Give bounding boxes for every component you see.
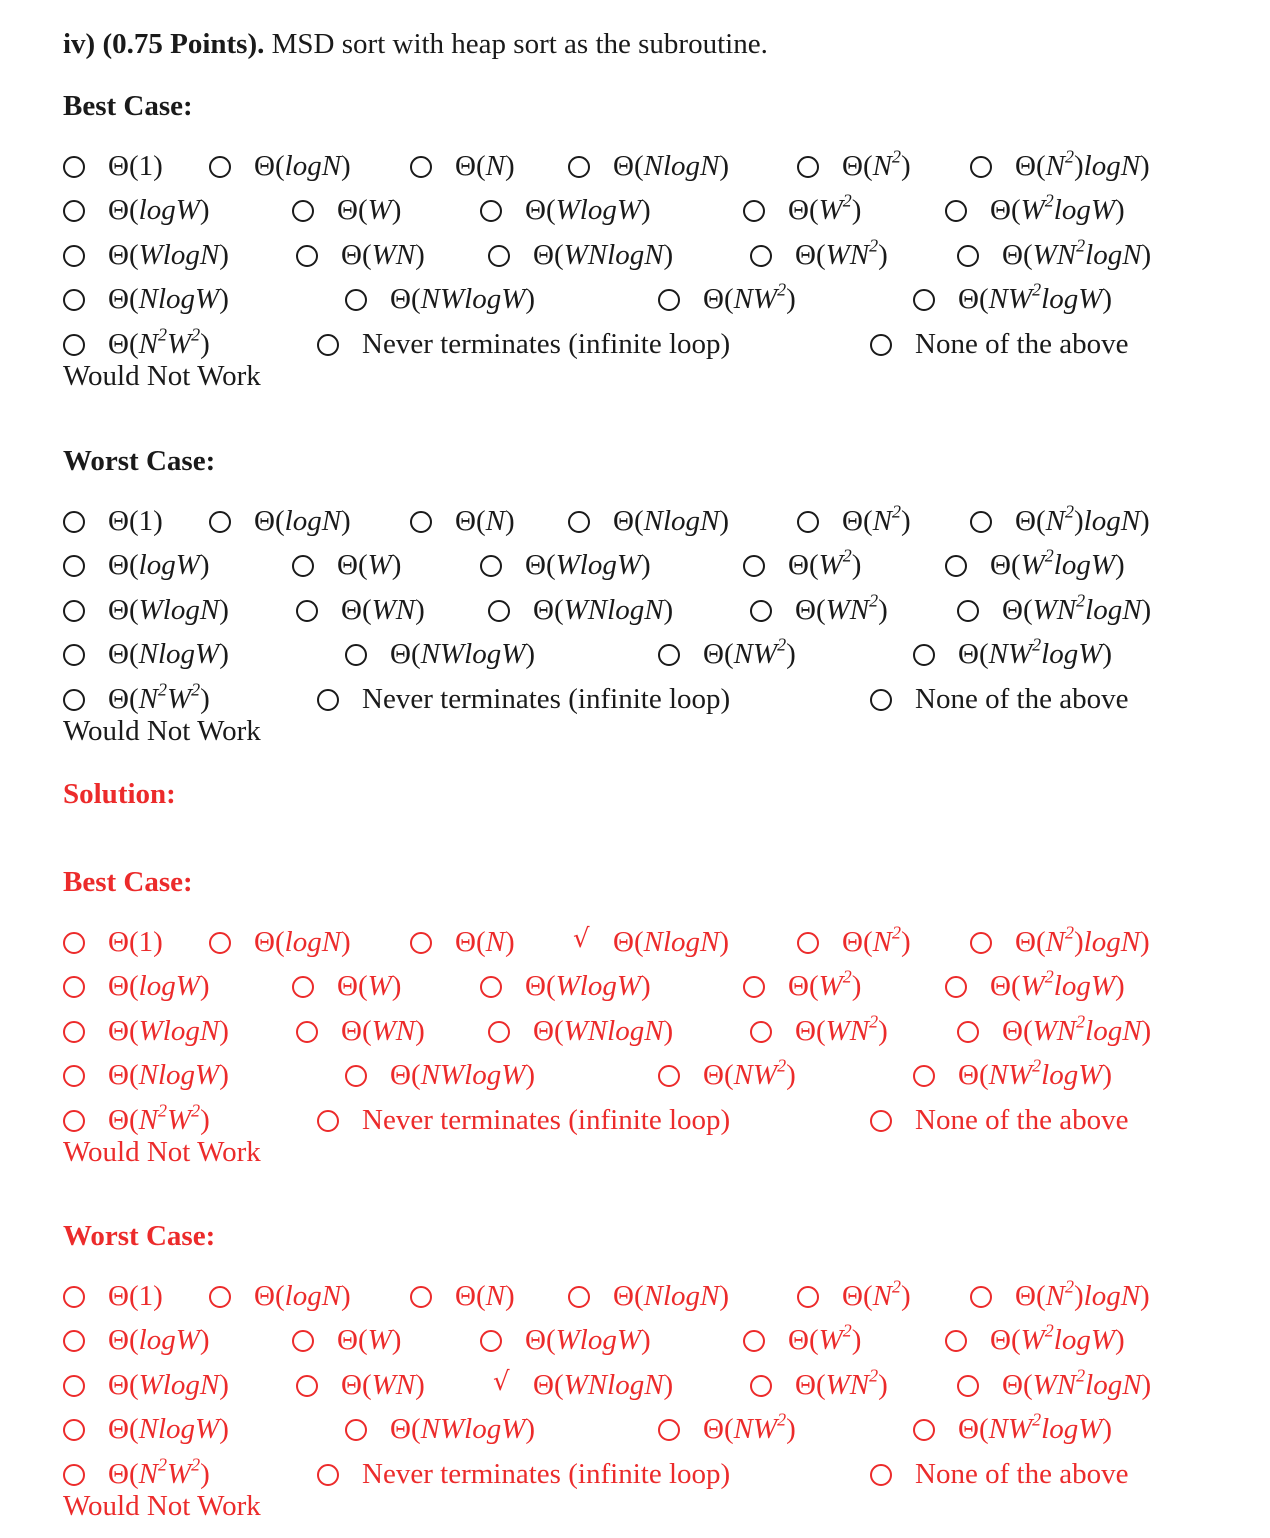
question-text: MSD sort with heap sort as the subroutine.: [271, 28, 768, 60]
option-label: Θ(WlogW): [525, 970, 651, 1002]
radio-circle-icon[interactable]: [209, 156, 231, 178]
radio-circle-icon[interactable]: [63, 156, 85, 178]
radio-circle-icon[interactable]: [209, 932, 231, 954]
radio-circle-icon[interactable]: [480, 555, 502, 577]
radio-circle-icon[interactable]: [568, 1286, 590, 1308]
radio-circle-icon[interactable]: [870, 689, 892, 711]
radio-circle-icon[interactable]: [750, 1021, 772, 1043]
radio-circle-icon[interactable]: [345, 289, 367, 311]
radio-circle-icon[interactable]: [63, 245, 85, 267]
option-label: None of the above: [915, 1458, 1129, 1490]
option-label: Θ(WN): [341, 1369, 425, 1401]
radio-circle-icon[interactable]: [292, 976, 314, 998]
radio-circle-icon[interactable]: [797, 156, 819, 178]
radio-circle-icon[interactable]: [410, 511, 432, 533]
radio-circle-icon[interactable]: [945, 1330, 967, 1352]
option-label: $\Theta(W^2)$: [788, 545, 862, 581]
option-label: $\Theta(N^2)$: [842, 922, 911, 958]
option-label: $\Theta(W^2\log W)$: [990, 1320, 1125, 1356]
option-label: Θ(logN): [254, 150, 351, 182]
radio-circle-icon[interactable]: [317, 689, 339, 711]
option-label: Θ(NWlogW): [390, 638, 536, 670]
radio-circle-icon[interactable]: [63, 1110, 85, 1132]
option-label: Θ(NlogN): [613, 150, 730, 182]
option-label: $\Theta(WN^2)$: [795, 235, 888, 271]
radio-circle-icon[interactable]: [410, 1286, 432, 1308]
option-label: Θ(WNlogN): [533, 594, 674, 626]
option-label: Θ(NlogN): [613, 505, 730, 537]
radio-circle-icon[interactable]: [345, 1419, 367, 1441]
option-label: Θ(NlogN): [613, 926, 730, 958]
radio-circle-icon[interactable]: [317, 334, 339, 356]
option-label: $\Theta(WN^2\log N)$: [1002, 590, 1152, 626]
radio-circle-icon[interactable]: [970, 511, 992, 533]
option-label: $\Theta(WN^2)$: [795, 590, 888, 626]
section-heading: Worst Case:: [63, 445, 216, 477]
option-label: $\Theta(WN^2\log N)$: [1002, 235, 1152, 271]
radio-circle-icon[interactable]: [913, 1419, 935, 1441]
radio-circle-icon[interactable]: [296, 1375, 318, 1397]
radio-circle-icon[interactable]: [957, 600, 979, 622]
option-label: Θ(N): [455, 505, 515, 537]
option-label: Θ(NlogW): [108, 638, 229, 670]
radio-circle-icon[interactable]: [63, 1286, 85, 1308]
radio-circle-icon[interactable]: [797, 511, 819, 533]
option-label: $\Theta(WN^2)$: [795, 1011, 888, 1047]
radio-circle-icon[interactable]: [797, 932, 819, 954]
radio-circle-icon[interactable]: [945, 555, 967, 577]
radio-circle-icon[interactable]: [957, 1375, 979, 1397]
section-heading: Worst Case:: [63, 1220, 216, 1252]
radio-circle-icon[interactable]: [743, 555, 765, 577]
radio-circle-icon[interactable]: [63, 1464, 85, 1486]
question-points: (0.75 Points).: [102, 28, 265, 60]
option-label: Θ(WlogN): [108, 1369, 229, 1401]
option-label: Θ(WNlogN): [533, 1015, 674, 1047]
option-label: Θ(logW): [108, 194, 210, 226]
radio-circle-icon[interactable]: [957, 245, 979, 267]
radio-circle-icon[interactable]: [63, 1330, 85, 1352]
option-label: $\Theta(NW^2\log W)$: [958, 1409, 1113, 1445]
option-label: $\Theta(NW^2)$: [703, 634, 796, 670]
radio-circle-icon[interactable]: [345, 1065, 367, 1087]
radio-circle-icon[interactable]: [750, 600, 772, 622]
radio-circle-icon[interactable]: [945, 200, 967, 222]
option-label: $\Theta(N^2W^2)$: [108, 679, 210, 715]
radio-circle-icon[interactable]: [568, 156, 590, 178]
option-label: Θ(logN): [254, 505, 351, 537]
question-line: [63, 28, 768, 61]
option-label: None of the above: [915, 328, 1129, 360]
option-label: Θ(W): [337, 1324, 402, 1356]
option-label: Θ(N): [455, 1280, 515, 1312]
option-label: Θ(1): [108, 1280, 163, 1312]
option-label: $\Theta(N^2)\log N$): [1015, 501, 1150, 537]
option-label: Θ(logN): [254, 1280, 351, 1312]
checkmark-icon: √: [493, 1367, 510, 1397]
section-heading: Best Case:: [63, 866, 193, 898]
option-label: $\Theta(N^2W^2)$: [108, 324, 210, 360]
radio-circle-icon[interactable]: [658, 1065, 680, 1087]
radio-circle-icon[interactable]: [488, 1021, 510, 1043]
option-label: Θ(logN): [254, 926, 351, 958]
radio-circle-icon[interactable]: [296, 245, 318, 267]
radio-circle-icon[interactable]: [480, 976, 502, 998]
radio-circle-icon[interactable]: [743, 976, 765, 998]
radio-circle-icon[interactable]: [913, 289, 935, 311]
option-label: Θ(NWlogW): [390, 283, 536, 315]
radio-circle-icon[interactable]: [945, 976, 967, 998]
option-label: $\Theta(NW^2\log W)$: [958, 1055, 1113, 1091]
option-label: Θ(W): [337, 194, 402, 226]
option-label: $\Theta(W^2)$: [788, 966, 862, 1002]
option-label: None of the above: [915, 1104, 1129, 1136]
radio-circle-icon[interactable]: [970, 932, 992, 954]
option-label: $\Theta(WN^2\log N)$: [1002, 1011, 1152, 1047]
option-label: Θ(WlogW): [525, 194, 651, 226]
option-label: Never terminates (infinite loop): [362, 1104, 731, 1136]
option-label: $\Theta(N^2W^2)$: [108, 1100, 210, 1136]
radio-circle-icon[interactable]: [750, 1375, 772, 1397]
radio-circle-icon[interactable]: [63, 644, 85, 666]
option-label: Θ(NlogW): [108, 283, 229, 315]
radio-circle-icon[interactable]: [870, 1110, 892, 1132]
radio-circle-icon[interactable]: [63, 555, 85, 577]
option-label: $\Theta(NW^2)$: [703, 279, 796, 315]
radio-circle-icon[interactable]: [296, 1021, 318, 1043]
radio-circle-icon[interactable]: [743, 200, 765, 222]
would-not-work-option: Would Not Work: [63, 1490, 261, 1522]
radio-circle-icon[interactable]: [292, 200, 314, 222]
radio-circle-icon[interactable]: [292, 555, 314, 577]
option-label: Θ(NWlogW): [390, 1413, 536, 1445]
option-label: Θ(N): [455, 150, 515, 182]
option-label: $\Theta(N^2)\log N$): [1015, 1276, 1150, 1312]
radio-circle-icon[interactable]: [480, 200, 502, 222]
radio-circle-icon[interactable]: [913, 644, 935, 666]
radio-circle-icon[interactable]: [658, 644, 680, 666]
radio-circle-icon[interactable]: [410, 932, 432, 954]
radio-circle-icon[interactable]: [63, 289, 85, 311]
radio-circle-icon[interactable]: [658, 1419, 680, 1441]
option-label: Never terminates (infinite loop): [362, 683, 731, 715]
option-label: $\Theta(N^2)\log N$): [1015, 146, 1150, 182]
option-label: Never terminates (infinite loop): [362, 328, 731, 360]
option-label: $\Theta(NW^2\log W)$: [958, 279, 1113, 315]
radio-circle-icon[interactable]: [970, 1286, 992, 1308]
radio-circle-icon[interactable]: [63, 600, 85, 622]
option-label: Θ(logW): [108, 970, 210, 1002]
option-label: Θ(WNlogN): [533, 1369, 674, 1401]
option-label: $\Theta(N^2W^2)$: [108, 1454, 210, 1490]
option-label: Never terminates (infinite loop): [362, 1458, 731, 1490]
radio-circle-icon[interactable]: [292, 1330, 314, 1352]
option-label: Θ(N): [455, 926, 515, 958]
option-label: None of the above: [915, 683, 1129, 715]
option-label: $\Theta(WN^2\log N)$: [1002, 1365, 1152, 1401]
option-label: $\Theta(W^2)$: [788, 190, 862, 226]
radio-circle-icon[interactable]: [63, 689, 85, 711]
radio-circle-icon[interactable]: [797, 1286, 819, 1308]
radio-circle-icon[interactable]: [63, 976, 85, 998]
option-label: Θ(NWlogW): [390, 1059, 536, 1091]
option-label: Θ(NlogN): [613, 1280, 730, 1312]
option-label: $\Theta(N^2)$: [842, 146, 911, 182]
radio-circle-icon[interactable]: [568, 511, 590, 533]
option-label: Θ(WlogN): [108, 594, 229, 626]
option-label: $\Theta(NW^2)$: [703, 1055, 796, 1091]
radio-circle-icon[interactable]: [296, 600, 318, 622]
radio-circle-icon[interactable]: [63, 1375, 85, 1397]
radio-circle-icon[interactable]: [63, 200, 85, 222]
radio-circle-icon[interactable]: [63, 1021, 85, 1043]
option-label: Θ(W): [337, 549, 402, 581]
option-label: Θ(WN): [341, 1015, 425, 1047]
radio-circle-icon[interactable]: [345, 644, 367, 666]
option-label: $\Theta(WN^2)$: [795, 1365, 888, 1401]
radio-circle-icon[interactable]: [870, 334, 892, 356]
option-label: Θ(logW): [108, 549, 210, 581]
radio-circle-icon[interactable]: [63, 1419, 85, 1441]
option-label: Θ(1): [108, 505, 163, 537]
would-not-work-option: Would Not Work: [63, 715, 261, 747]
radio-circle-icon[interactable]: [317, 1464, 339, 1486]
question-number: iv): [63, 28, 96, 60]
option-label: $\Theta(W^2\log W)$: [990, 545, 1125, 581]
radio-circle-icon[interactable]: [63, 1065, 85, 1087]
radio-circle-icon[interactable]: [209, 511, 231, 533]
radio-circle-icon[interactable]: [63, 511, 85, 533]
option-label: $\Theta(N^2)$: [842, 1276, 911, 1312]
option-label: $\Theta(N^2)$: [842, 501, 911, 537]
would-not-work-option: Would Not Work: [63, 360, 261, 392]
option-label: Θ(WlogN): [108, 239, 229, 271]
option-label: Θ(1): [108, 926, 163, 958]
radio-circle-icon[interactable]: [743, 1330, 765, 1352]
option-label: Θ(WlogW): [525, 1324, 651, 1356]
option-label: Θ(WlogW): [525, 549, 651, 581]
radio-circle-icon[interactable]: [488, 600, 510, 622]
radio-circle-icon[interactable]: [957, 1021, 979, 1043]
option-label: Θ(WN): [341, 239, 425, 271]
radio-circle-icon[interactable]: [658, 289, 680, 311]
radio-circle-icon[interactable]: [750, 245, 772, 267]
option-label: $\Theta(W^2\log W)$: [990, 966, 1125, 1002]
option-label: Θ(NlogW): [108, 1413, 229, 1445]
would-not-work-option: Would Not Work: [63, 1136, 261, 1168]
option-label: Θ(1): [108, 150, 163, 182]
option-label: Θ(NlogW): [108, 1059, 229, 1091]
radio-circle-icon[interactable]: [63, 932, 85, 954]
option-label: Θ(W): [337, 970, 402, 1002]
radio-circle-icon[interactable]: [970, 156, 992, 178]
radio-circle-icon[interactable]: [488, 245, 510, 267]
option-label: $\Theta(N^2)\log N$): [1015, 922, 1150, 958]
section-heading: Best Case:: [63, 90, 193, 122]
option-label: $\Theta(NW^2)$: [703, 1409, 796, 1445]
checkmark-icon: √: [573, 924, 590, 954]
option-label: Θ(logW): [108, 1324, 210, 1356]
radio-circle-icon[interactable]: [870, 1464, 892, 1486]
option-label: Θ(WN): [341, 594, 425, 626]
radio-circle-icon[interactable]: [410, 156, 432, 178]
option-label: $\Theta(W^2)$: [788, 1320, 862, 1356]
radio-circle-icon[interactable]: [317, 1110, 339, 1132]
option-label: Θ(WNlogN): [533, 239, 674, 271]
radio-circle-icon[interactable]: [913, 1065, 935, 1087]
radio-circle-icon[interactable]: [63, 334, 85, 356]
option-label: Θ(WlogN): [108, 1015, 229, 1047]
radio-circle-icon[interactable]: [209, 1286, 231, 1308]
option-label: $\Theta(NW^2\log W)$: [958, 634, 1113, 670]
radio-circle-icon[interactable]: [480, 1330, 502, 1352]
solution-label: Solution:: [63, 778, 176, 810]
option-label: $\Theta(W^2\log W)$: [990, 190, 1125, 226]
